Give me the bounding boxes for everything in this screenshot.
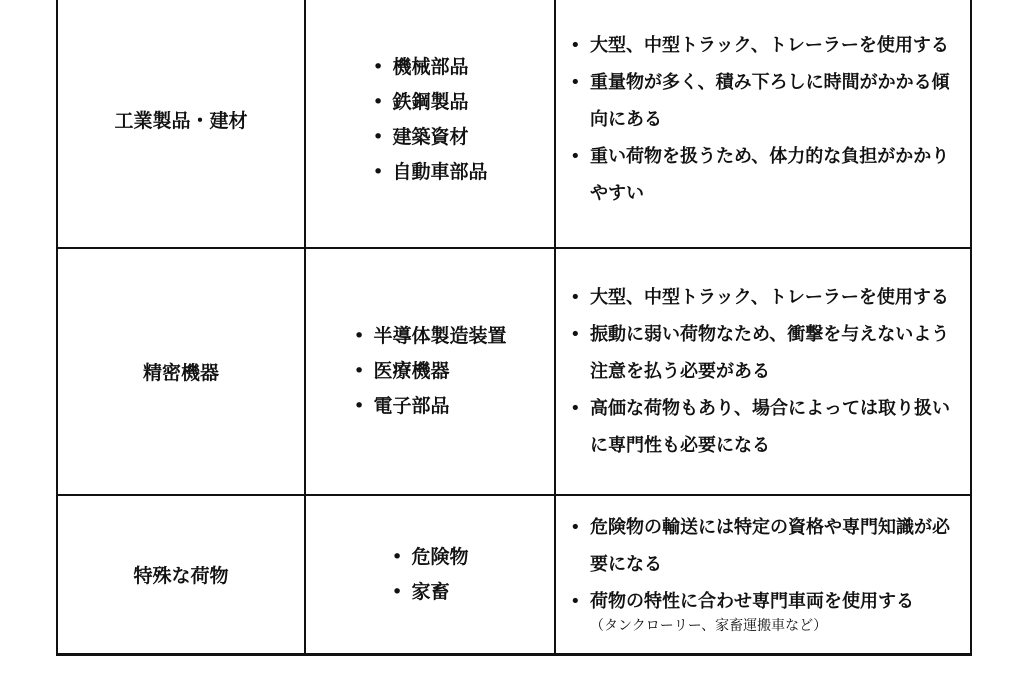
list-item: • 家畜 xyxy=(391,575,468,610)
note-item xyxy=(570,583,964,640)
list-item: • 建築資材 xyxy=(372,120,487,155)
note-item: • 高価な荷物もあり、場合によっては取り扱いに専門性も必要になる xyxy=(570,390,964,464)
table-row xyxy=(57,0,971,248)
note-subtext: （タンクローリー、家畜運搬車など） xyxy=(590,618,828,634)
note-item: • 重量物が多く、積み下ろしに時間がかかる傾向にある xyxy=(570,64,964,138)
item-list xyxy=(391,540,468,610)
list-item: • 機械部品 xyxy=(372,50,487,85)
table-row xyxy=(57,495,971,655)
category-cell: 精密機器 xyxy=(57,248,305,495)
item-list xyxy=(372,50,487,190)
list-item: • 電子部品 xyxy=(353,389,506,424)
list-item: • 危険物 xyxy=(391,540,468,575)
table-row xyxy=(57,248,971,495)
item-list xyxy=(353,319,506,424)
category-cell: 特殊な荷物 xyxy=(57,495,305,655)
notes-cell xyxy=(555,495,971,655)
note-item: • 大型、中型トラック、トレーラーを使用する xyxy=(570,27,964,64)
notes-cell xyxy=(555,0,971,248)
note-list xyxy=(556,279,970,464)
note-item-text: 荷物の特性に合わせ専門車両を使用する xyxy=(590,591,914,612)
items-cell xyxy=(305,0,555,248)
list-item: • 鉄鋼製品 xyxy=(372,85,487,120)
note-list xyxy=(556,27,970,212)
note-item: • 危険物の輸送には特定の資格や専門知識が必要になる xyxy=(570,509,964,583)
note-item: • 大型、中型トラック、トレーラーを使用する xyxy=(570,279,964,316)
note-item: • 振動に弱い荷物なため、衝撃を与えないよう注意を払う必要がある xyxy=(570,316,964,390)
note-list xyxy=(556,509,970,640)
notes-cell xyxy=(555,248,971,495)
cargo-type-table xyxy=(56,0,972,656)
items-cell xyxy=(305,495,555,655)
list-item: • 半導体製造装置 xyxy=(353,319,506,354)
list-item: • 医療機器 xyxy=(353,354,506,389)
note-item: • 重い荷物を扱うため、体力的な負担がかかりやすい xyxy=(570,138,964,212)
list-item: • 自動車部品 xyxy=(372,155,487,190)
category-cell: 工業製品・建材 xyxy=(57,0,305,248)
items-cell xyxy=(305,248,555,495)
